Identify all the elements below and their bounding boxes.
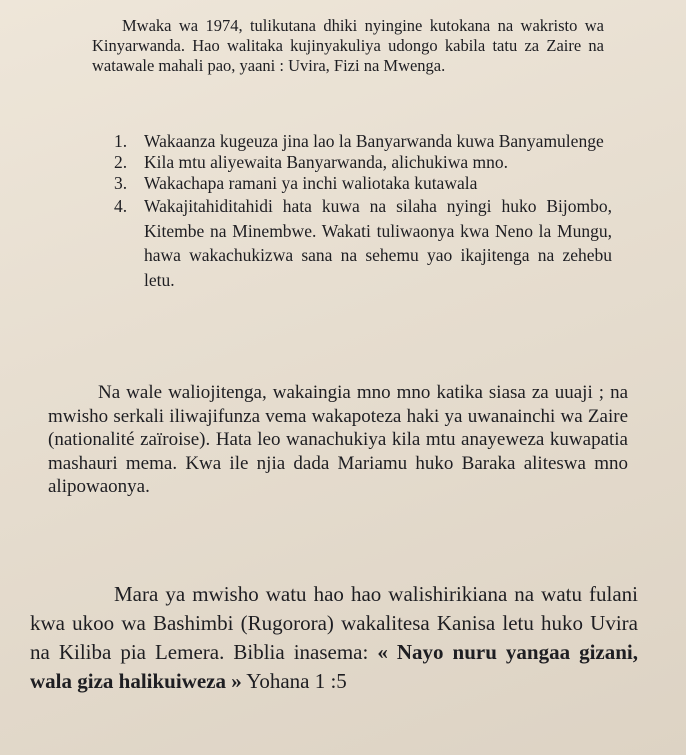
list-item-2 xyxy=(112,152,612,173)
list-item-3 xyxy=(112,173,612,194)
list-number: 1. xyxy=(114,131,128,151)
list-item-text: Kila mtu aliyewaita Banyarwanda, alichukiwa mno. xyxy=(144,152,508,172)
numbered-list xyxy=(112,131,612,292)
list-number: 2. xyxy=(114,152,128,172)
list-number: 3. xyxy=(114,173,128,193)
paragraph-political-separation: Na wale waliojitenga, wakaingia mno mno katika siasa za uuaji ; na mwisho serkali iliwajifunza vema wakapoteza haki ya uwanainchi wa Zaire (nationalité zaïroise). Hata leo wanachukiya kila mtu anayeweza kuwapatia mashauri mema. Kwa ile njia dada Mariamu huko Baraka aliteswa mno alipowaonya. xyxy=(48,382,628,497)
list-item-text: Wakachapa ramani ya inchi waliotaka kutawala xyxy=(144,173,478,193)
paragraph-1974-history: Mwaka wa 1974, tulikutana dhiki nyingine kutokana na wakristo wa Kinyarwanda. Hao walitaka kujinyakuliya udongo kabila tatu za Zaire na watawale mahali pao, yaani : Uvira, Fizi na Mwenga. xyxy=(92,16,604,75)
bible-quote: « Nayo nuru yangaa gizani, wala giza halikuiweza » xyxy=(30,640,639,693)
paragraph-bible-quote xyxy=(30,580,638,696)
list-item-1 xyxy=(112,131,612,152)
list-item-text: Wakajitahiditahidi hata kuwa na silaha nyingi huko Bijombo, Kitembe na Minembwe. Wakati tuliwaonya kwa Neno la Mungu, hawa wakachukizwa sana na sehemu yao ikajitenga na zehebu letu. xyxy=(144,196,612,290)
list-item-4 xyxy=(112,194,612,292)
paragraph-3-text: Mara ya mwisho watu hao hao walishirikiana na watu fulani kwa ukoo wa Bashimbi (Rugorora) wakalitesa Kanisa letu huko Uvira na Kiliba pia Lemera. Biblia inasema: xyxy=(30,582,638,664)
list-item-text: Wakaanza kugeuza jina lao la Banyarwanda kuwa Banyamulenge xyxy=(144,131,604,151)
bible-reference: Yohana 1 :5 xyxy=(246,669,347,693)
list-number: 4. xyxy=(114,196,128,216)
